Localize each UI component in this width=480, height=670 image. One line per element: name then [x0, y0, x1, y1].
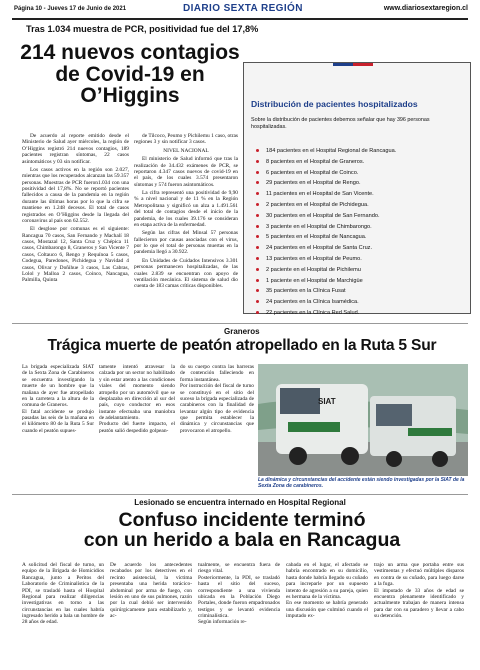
bullet-icon — [256, 246, 259, 249]
section-divider — [12, 323, 468, 324]
article3-column-2: De acuerdo los antecedentes recabados por los detectives en el recinto asistencial, la víctima presentaba una herida torácico-abdominal por arma de fuego, con lesión en uno de sus pulmones, razón por la cual debió ser intervenido quirúrgicamente para estabilizarlo y, ac- — [110, 562, 192, 619]
headline-line: de Covid-19 en — [55, 62, 205, 86]
list-item: 29 pacientes en el Hospital de Rengo. — [256, 178, 466, 189]
paragraph: El desglose por comunas es el siguiente: Rancagua 70 casos, San Fernando y Machalí 18 casos, Mostazal 12, Santa Cruz y Chépica 11 casos, Chimbarongo 8, Graneros y San Vicente 7 casos, Coltauco 6, Rengo y Requínoa 5 casos, Codegua, Paredones, Pichidegua y Navidad 4 casos, Olivar y Doñihue 3 casos, Las Cabras, Lolol y Malloa 2 casos, Coinco, Nancagua, Palmilla, Quinta — [22, 226, 129, 284]
bullet-icon — [256, 311, 259, 314]
siat-vehicle-label: SIAT — [318, 397, 336, 406]
paragraph: Los casos activos en la región son 2.027, mientras que los recuperados alcanzan las 59.357 personas. Muestras de PCR fueron1.034 con una positividad del 17,8%. No se reportó pacientes fallecidos a causa de la pandemia en la región durante las últimas horas por lo que la cifra se mantiene en 1.248 decesos. El total de casos registrados en O’Higgins desde la llegada del coronavirus al país son 62.552. — [22, 166, 129, 224]
bullet-icon — [256, 214, 259, 217]
photo-caption: La dinámica y circunstancias del accidente están siendo investigadas por la SIAT de la Sexta Zona de carabineros. — [258, 477, 465, 489]
paragraph: La cifra representó una positividad de 9,90 % a nivel nacional y de 11 % en la Región Metropolitana y significó un alza a 1.491.561 del total de contagios desde el inicio de la pandemia, de los cuales 39.176 se consideran en etapa activa de la enfermedad. — [134, 190, 238, 228]
box-title: Distribución de pacientes hospitalizados — [251, 99, 418, 109]
article3-kicker: Lesionado se encuentra internado en Hospital Regional — [134, 498, 346, 507]
article3-column-5: trajo un arma que portaba entre sus vestimentas y efectuó múltiples disparos en contra de su cuñado, para luego darse a la fuga. El imputado de 33 años de edad se encuentra plenamente identificado y actualmente trabajan de manera intensa para dar con su paradero y llevar a cabo su detención. — [374, 562, 464, 619]
bullet-icon — [256, 181, 259, 184]
article2-column-2: tamente intentó atravesar la calzada por un sector no habilitado y sin estar atento a las condiciones viales del momento siendo atropello por un automóvil que se desplazaba en dirección al sur del país, cuyo conductor en esos instante efectuaba una maniobra de adelantamiento. Producto del fuerte impacto, el peatón salió despedido golpean- — [99, 364, 175, 434]
article1-kicker: Tras 1.034 muestra de PCR, positividad fue del 17,8% — [26, 24, 259, 34]
bullet-icon — [256, 235, 259, 238]
header-rule — [12, 18, 468, 20]
list-item: 24 pacientes en la Clínica Isamédica. — [256, 297, 466, 308]
hospital-list — [256, 146, 466, 319]
list-item: 13 pacientes en el Hospital de Peumo. — [256, 254, 466, 265]
flag-stripe-icon — [333, 63, 373, 66]
bullet-icon — [256, 279, 259, 282]
bullet-icon — [256, 171, 259, 174]
article1-column-2 — [134, 133, 238, 292]
newspaper-name: DIARIO SEXTA REGIÓN — [183, 3, 303, 14]
article2-kicker: Graneros — [224, 327, 260, 336]
list-item: 2 pacientes en el Hospital de Pichidegua. — [256, 200, 466, 211]
headline-line: 214 nuevos contagios — [20, 41, 240, 64]
article1-headline — [20, 42, 240, 107]
bullet-icon — [256, 203, 259, 206]
paragraph: de Tilcoco, Peumo y Pichilemu 1 caso, otras regiones 3 y sin notificar 3 casos. — [134, 133, 238, 146]
article3-column-1: A solicitud del fiscal de turno, un equipo de la Brigada de Homicidios Rancagua, junto a Peritos del Laboratorio de Criminalística de la PDI, se trasladó hasta el Hospital Regional para realizar diligencias investigativas en torno a las circunstancias en las cuales habría ingresado herido a bala un hombre de 28 años de edad. — [22, 562, 104, 626]
list-item: 8 pacientes en el Hospital de Graneros. — [256, 157, 466, 168]
list-item: 184 pacientes en el Hospital Regional de Rancagua. — [256, 146, 466, 157]
headline-line: con un herido a bala en Rancagua — [83, 529, 401, 552]
paragraph: En Unidades de Cuidados Intensivos 3.301 personas permanecen hospitalizadas, de las cuales 2.839 se encuentran con apoyo de ventilación mecánica. El sistema de salud dio cuenta de 183 camas críticas disponibles. — [134, 257, 238, 290]
list-item: 3 paciente en el Hospital de Chimbarongo. — [256, 222, 466, 233]
paragraph: De acuerdo al reporte emitido desde el Ministerio de Salud ayer miércoles, la región de O’Higgins registró 214 nuevos contagios, 189 pacientes registran síntomas, 22 casos asintomáticos y 03 sin notificar. — [22, 133, 129, 165]
paragraph: Según las cifras del Minsal 57 personas fallecieron por causas asociadas con el virus, por lo que el total de personas muertas en la pandemia llegó a 30.922. — [134, 230, 238, 256]
article1-column-1 — [22, 133, 129, 286]
bullet-icon — [256, 289, 259, 292]
list-item: 11 pacientes en el Hospital de San Vicente. — [256, 189, 466, 200]
article3-column-4: cabada en el lugar, el afectado se habría encontrado en su domicilio, hasta donde habría llegado su cuñado para increparle por un supuesto intento de agresión a su pareja, quien es hermana de la víctima. En ese momento se habría generado una discusión que culminó cuando el imputado ex- — [286, 562, 368, 619]
bullet-icon — [256, 300, 259, 303]
subheading: NIVEL NACIONAL — [163, 147, 209, 154]
page-info: Página 10 - Jueves 17 de Junio de 2021 — [14, 6, 127, 12]
bullet-icon — [256, 160, 259, 163]
headline-line: O’Higgins — [80, 84, 180, 108]
bullet-icon — [256, 257, 259, 260]
article3-column-3: tualmente, se encuentra fuera de riesgo vital. Posteriormente, la PDI, se trasladó hasta el sitio del suceso, correspondiente a una vivienda ubicada en la Población Diego Portales, donde fueron empadronados testigos y se levantó evidencia criminalística. Según información re- — [198, 562, 280, 626]
box-intro: Sobre la distribución de pacientes debemos señalar que hay 396 personas hospitalizadas. — [251, 117, 430, 130]
list-item: 30 pacientes en el Hospital de San Fernando. — [256, 211, 466, 222]
list-item: 5 pacientes en el Hospital de Nancagua. — [256, 232, 466, 243]
headline-line: Confuso incidente terminó — [118, 509, 366, 531]
website-link[interactable]: www.diariosextaregion.cl — [383, 5, 468, 12]
list-item: 6 pacientes en el Hospital de Coinco. — [256, 168, 466, 179]
article2-column-3: do su cuerpo contra las barreras de contención falleciendo en forma instantánea. Por instrucción del fiscal de turno se constituyó en el sitio del suceso la brigada especializada de carabineros con la finalidad de levantar algún tipo de evidencia que permita establecer la dinámica y circunstancias que provocaron el atropello. — [180, 364, 254, 434]
list-item: 24 pacientes en el Hospital de Santa Cruz. — [256, 243, 466, 254]
article2-headline: Trágica muerte de peatón atropellado en la Ruta 5 Sur — [47, 337, 437, 354]
list-item: 35 pacientes en la Clínica Fusat — [256, 286, 466, 297]
list-item: 1 paciente en el Hospital de Marchigüe — [256, 276, 466, 287]
article3-headline — [14, 510, 470, 550]
paragraph: El ministerio de Salud informó que tras la realización de 34.432 exámenes de PCR, se reportaron 4.347 casos nuevos de covid-19 en el país, de los cuales 3.574 presentaron síntomas y 574 fueron asintomáticos. — [134, 156, 238, 188]
bullet-icon — [256, 149, 259, 152]
section-divider — [12, 494, 468, 495]
bullet-icon — [256, 192, 259, 195]
bullet-icon — [256, 268, 259, 271]
bullet-icon — [256, 225, 259, 228]
list-item: 2 paciente en el Hospital de Pichilemu — [256, 265, 466, 276]
article2-column-1: La brigada especializada SIAT de la Sexta Zona de Carabineros se encuentra investigando la muerte de un hombre que la mañana de ayer fue atropellado en la carretera a la altura de la comuna de Graneros. El fatal accidente se produjo pasadas las seis de la mañana en el kilómetro 80 de la Ruta 5 Sur cuando el peatón supues- — [22, 364, 94, 434]
list-item: 22 pacientes en la Clínica Red Salud. — [256, 308, 466, 319]
accident-scene-photo — [258, 364, 468, 476]
